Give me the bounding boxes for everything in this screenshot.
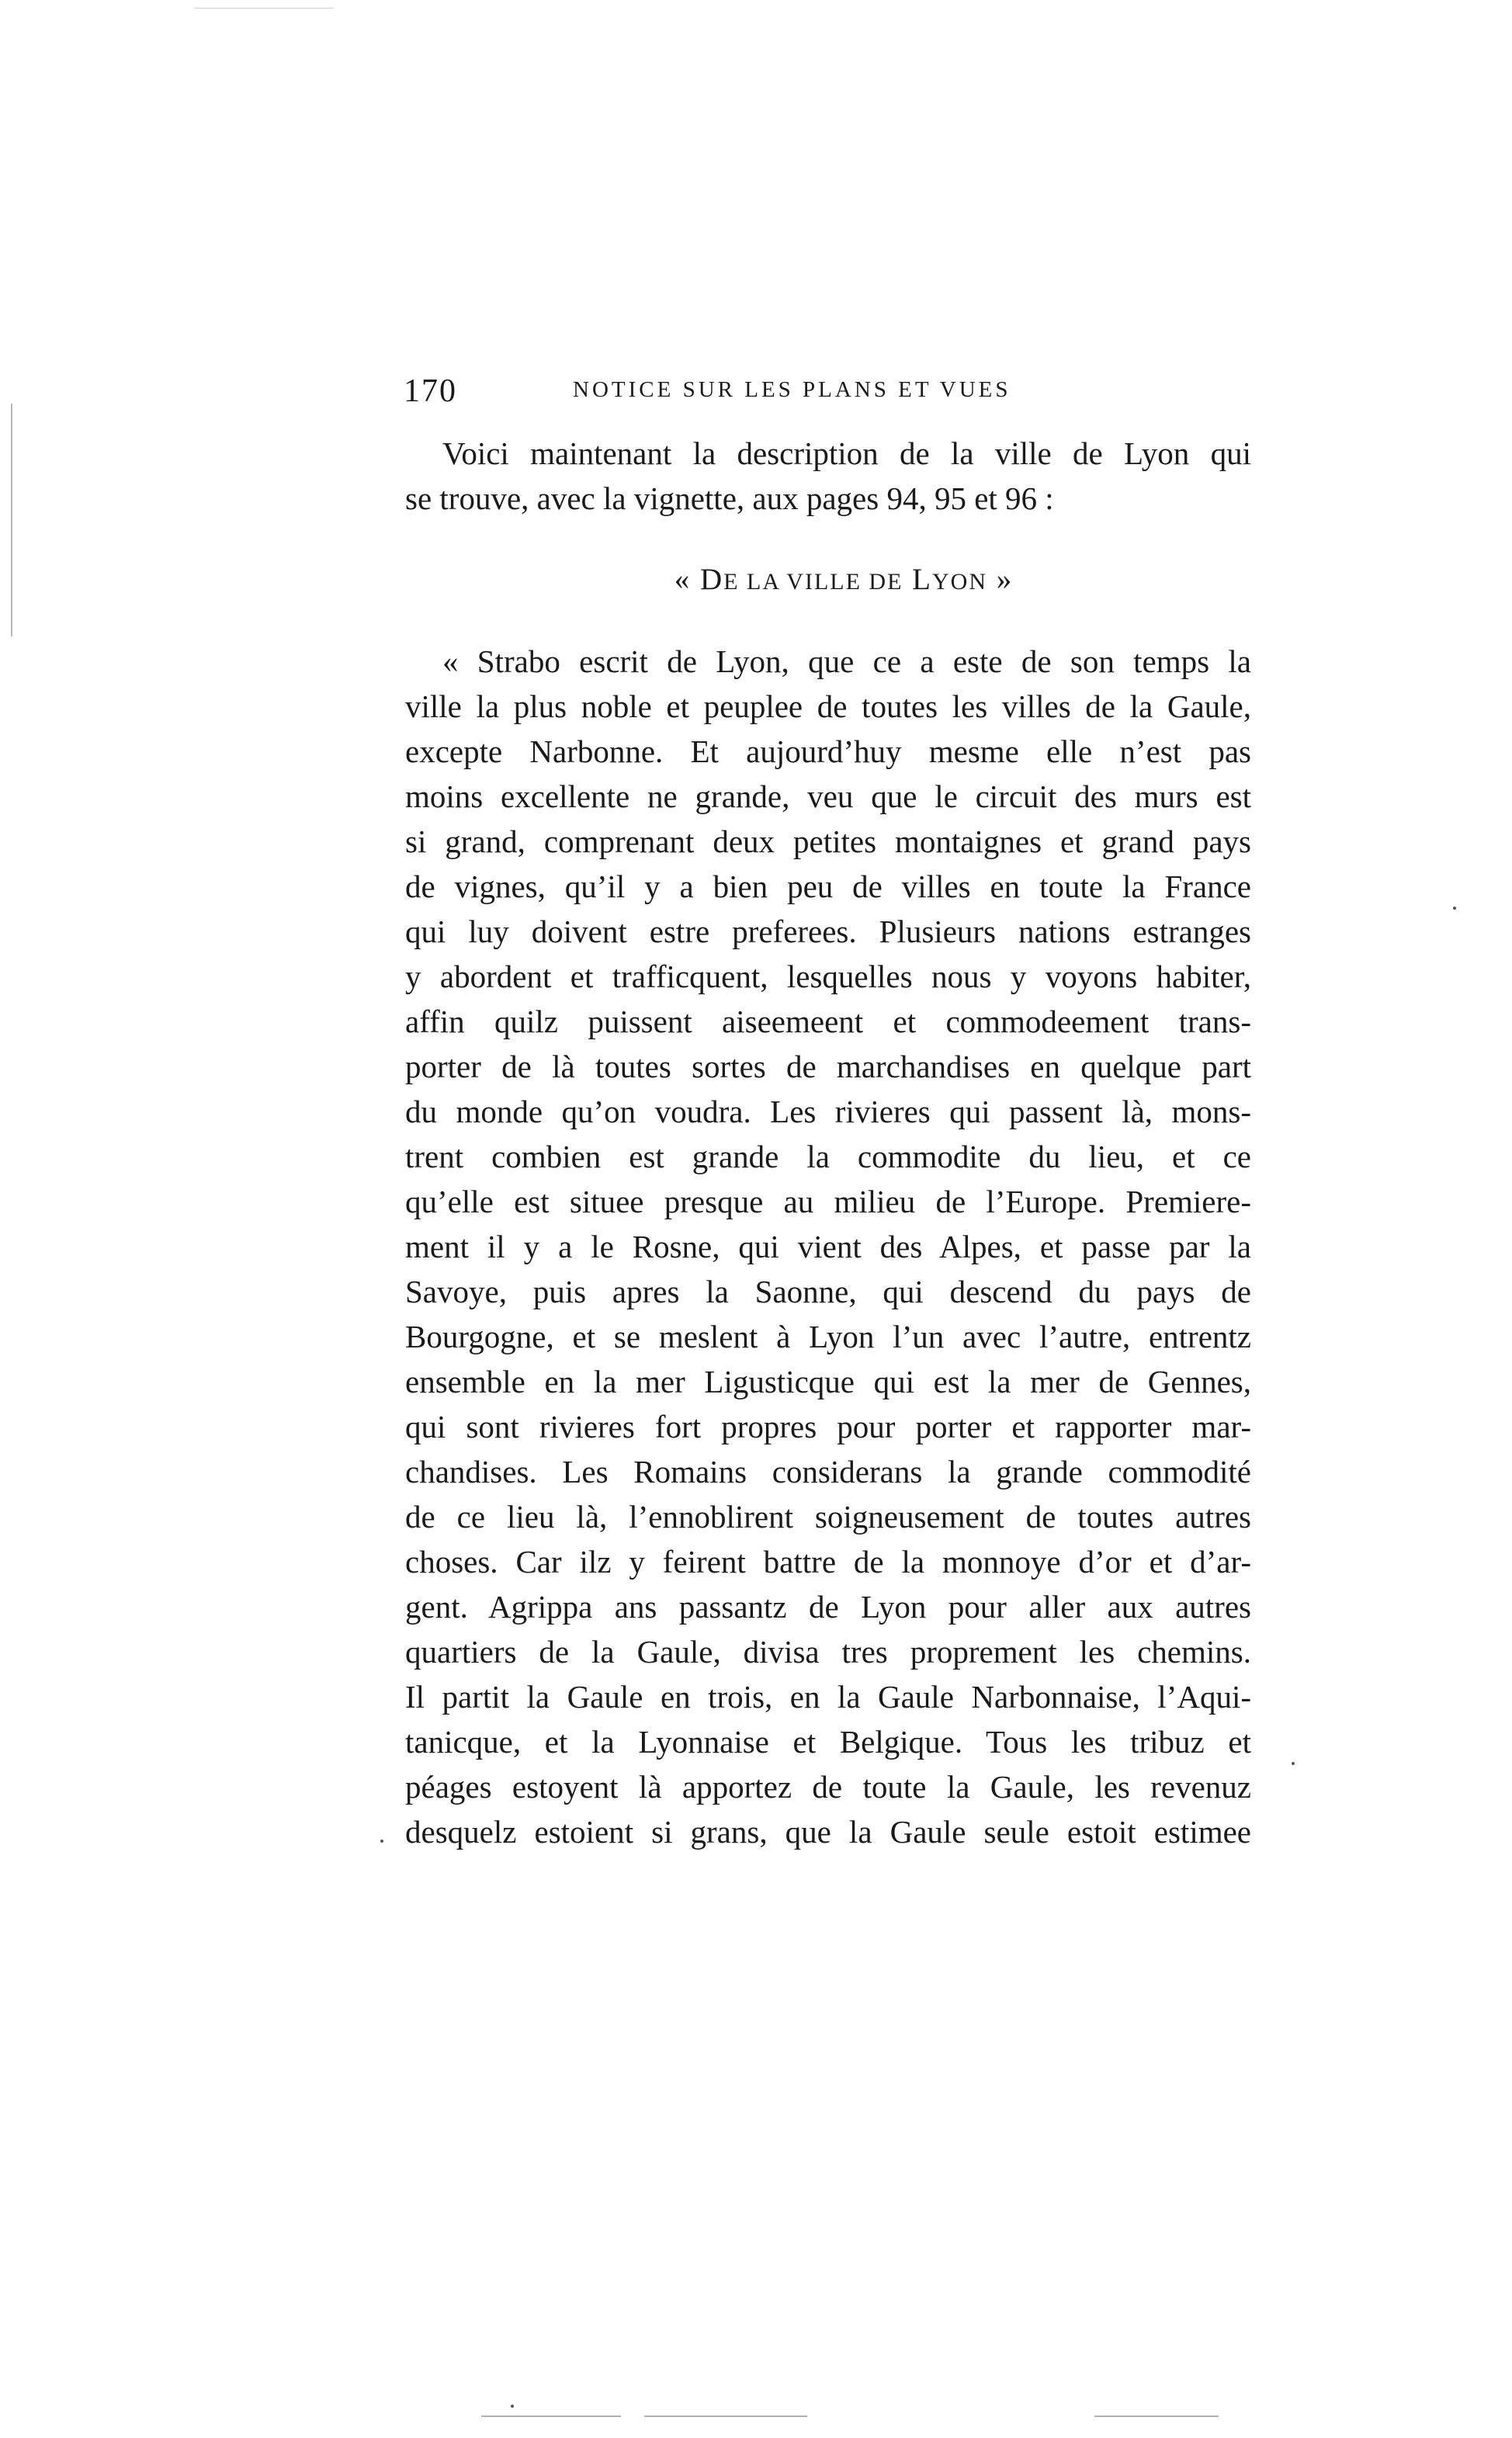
body-line: excepte Narbonne. Et aujourd’huy mesme elle n’est pas bbox=[405, 733, 1251, 769]
page-number: 170 bbox=[404, 373, 457, 409]
scan-speck bbox=[1453, 907, 1456, 910]
body-line: « Strabo escrit de Lyon, que ce a este de son temps la bbox=[442, 643, 1251, 679]
body-line: y abordent et trafficquent, lesquelles nous y voyons habiter, bbox=[405, 959, 1251, 994]
spacer bbox=[405, 521, 1251, 552]
heading-initial: L bbox=[912, 563, 932, 596]
section-heading bbox=[405, 552, 1251, 608]
body-line: ment il y a le Rosne, qui vient des Alpes, et passe par la bbox=[405, 1229, 1251, 1264]
body-line: qui luy doivent estre preferees. Plusieurs nations estranges bbox=[405, 914, 1251, 949]
body-line: qui sont rivieres fort propres pour porter et rapporter mar- bbox=[405, 1409, 1251, 1444]
body-line: affin quilz puissent aiseemeent et commodeement trans- bbox=[405, 1004, 1251, 1039]
body-line: choses. Car ilz y feirent battre de la monnoye d’or et d’ar- bbox=[405, 1544, 1251, 1580]
body-line: de vignes, qu’il y a bien peu de villes en toute la France bbox=[405, 869, 1251, 904]
running-head-title: NOTICE SUR LES PLANS ET VUES bbox=[573, 377, 1011, 402]
body-line: de ce lieu là, l’ennoblirent soigneusement de toutes autres bbox=[405, 1499, 1251, 1535]
scan-speck bbox=[380, 1840, 383, 1843]
body-line: péages estoyent là apportez de toute la Gaule, les revenuz bbox=[405, 1769, 1251, 1805]
body-line: gent. Agrippa ans passantz de Lyon pour aller aux autres bbox=[405, 1589, 1251, 1625]
text-block bbox=[405, 431, 1251, 1854]
body-line: porter de là toutes sortes de marchandises en quelque part bbox=[405, 1049, 1251, 1084]
heading-close-quote: » bbox=[996, 563, 1014, 596]
intro-line: se trouve, avec la vignette, aux pages 94, 95 et 96 : bbox=[405, 480, 1054, 516]
body-line: Il partit la Gaule en trois, en la Gaule Narbonnaise, l’Aqui- bbox=[405, 1679, 1251, 1715]
body-line: quartiers de la Gaule, divisa tres proprement les chemins. bbox=[405, 1634, 1251, 1670]
body-line: trent combien est grande la commodite du lieu, et ce bbox=[405, 1139, 1251, 1174]
intro-line: Voici maintenant la description de la ville de Lyon qui bbox=[442, 435, 1251, 471]
scan-edge-mark bbox=[11, 404, 12, 636]
body-line: tanicque, et la Lyonnaise et Belgique. Tous les tribuz et bbox=[405, 1724, 1251, 1760]
scan-speck bbox=[511, 2405, 514, 2408]
body-line: ville la plus noble et peuplee de toutes les villes de la Gaule, bbox=[405, 688, 1251, 724]
body-line: chandises. Les Romains considerans la grande commodité bbox=[405, 1454, 1251, 1490]
heading-smallcaps: E LA VILLE DE bbox=[723, 569, 903, 595]
scan-edge-mark bbox=[194, 8, 334, 9]
scan-edge-mark bbox=[481, 2415, 621, 2417]
heading-initial: D bbox=[700, 563, 724, 596]
scan-edge-mark bbox=[644, 2415, 807, 2417]
heading-smallcaps: YON bbox=[932, 569, 987, 595]
spacer bbox=[405, 608, 1251, 639]
body-line: Bourgogne, et se meslent à Lyon l’un avec l’autre, entrentz bbox=[405, 1319, 1251, 1354]
heading-open-quote: « bbox=[674, 563, 692, 596]
scan-speck bbox=[1292, 1762, 1295, 1765]
body-line: qu’elle est situee presque au milieu de l’Europe. Premiere- bbox=[405, 1184, 1251, 1219]
body-line: desquelz estoient si grans, que la Gaule seule estoit estimee bbox=[405, 1814, 1251, 1850]
body-line: du monde qu’on voudra. Les rivieres qui passent là, mons- bbox=[405, 1094, 1251, 1129]
running-head bbox=[404, 373, 1257, 407]
scan-edge-mark bbox=[1094, 2415, 1219, 2417]
body-line: ensemble en la mer Ligusticque qui est la mer de Gennes, bbox=[405, 1364, 1251, 1399]
body-line: si grand, comprenant deux petites montaignes et grand pays bbox=[405, 824, 1251, 859]
body-line: Savoye, puis apres la Saonne, qui descend du pays de bbox=[405, 1274, 1251, 1309]
body-line: moins excellente ne grande, veu que le circuit des murs est bbox=[405, 779, 1251, 814]
